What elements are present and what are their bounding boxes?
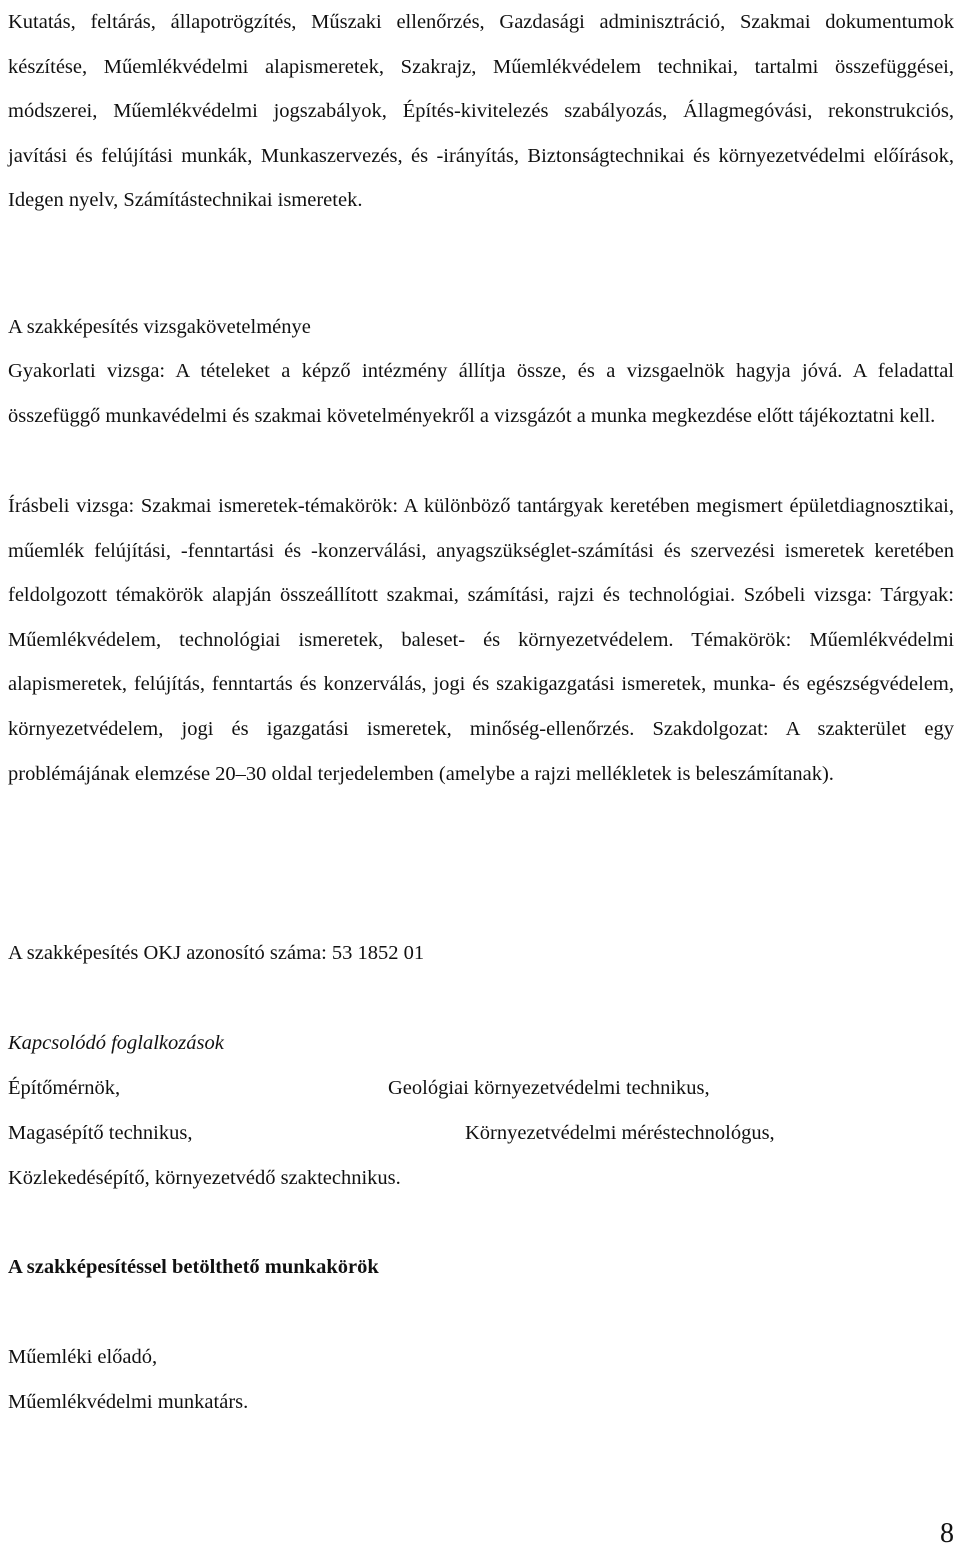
intro-paragraph: Kutatás, feltárás, állapotrögzítés, Műszaki ellenőrzés, Gazdasági adminisztráció, Szakmai dokumentumok készítése, Műemlékvédelmi alapismeretek, Szakrajz, Műemlékvédelem technikai, tartalmi összefüggései, módszerei, Műemlékvédelmi jogszabályok, Építés-kivitelezés szabályozás, Állagmegóvási, rekonstrukciós, javítási és felújítási munkák, Munkaszervezés, és -irányítás, Biztonságtechnikai és környezetvédelmi előírások, Idegen nyelv, Számítástechnikai ismeretek. xyxy=(8,11,954,212)
jobs-heading: A szakképesítéssel betölthető munkakörök xyxy=(8,1256,379,1278)
exam-requirements-heading: A szakképesítés vizsgakövetelménye xyxy=(8,316,311,338)
written-oral-exam-paragraph: Írásbeli vizsga: Szakmai ismeretek-témakörök: A különböző tantárgyak keretében megismert épületdiagnosztikai, műemlék felújítási, -fenntartási és -konzerválási, anyagszükséglet-számítási és szervezési ismeretek keretében feldolgozott témakörök alapján összeállított szakmai, számítási, rajzi és technológiai. Szóbeli vizsga: Tárgyak: Műemlékvédelem, technológiai ismeretek, baleset- és környezetvédelem. Témakörök: Műemlékvédelmi alapismeretek, felújítás, fenntartás és konzerválás, jogi és szakigazgatási ismeretek, munka- és egészségvédelem, környezetvédelem, jogi és igazgatási ismeretek, minőség-ellenőrzés. Szakdolgozat: A szakterület egy problémájának elemzése 20–30 oldal terjedelemben (amelybe a rajzi mellékletek is beleszámítanak). xyxy=(8,495,954,785)
related-occupation-item: Építőmérnök, xyxy=(8,1077,121,1099)
related-occupations-heading: Kapcsolódó foglalkozások xyxy=(8,1032,224,1054)
related-occupation-item: Geológiai környezetvédelmi technikus, xyxy=(388,1077,710,1099)
related-occupation-item: Közlekedésépítő, környezetvédő szaktechnikus. xyxy=(8,1167,401,1189)
okj-identifier: A szakképesítés OKJ azonosító száma: 53 1852 01 xyxy=(8,942,425,964)
related-occupation-item: Környezetvédelmi méréstechnológus, xyxy=(465,1122,775,1144)
job-item: Műemléki előadó, xyxy=(8,1346,158,1368)
related-occupation-item: Magasépítő technikus, xyxy=(8,1122,193,1144)
page-number: 8 xyxy=(940,1518,954,1549)
job-item: Műemlékvédelmi munkatárs. xyxy=(8,1391,249,1413)
practical-exam-paragraph: Gyakorlati vizsga: A tételeket a képző intézmény állítja össze, és a vizsgaelnök hagyja jóvá. A feladattal összefüggő munkavédelmi és szakmai követelményekről a vizsgázót a munka megkezdése előtt tájékoztatni kell. xyxy=(8,360,954,427)
